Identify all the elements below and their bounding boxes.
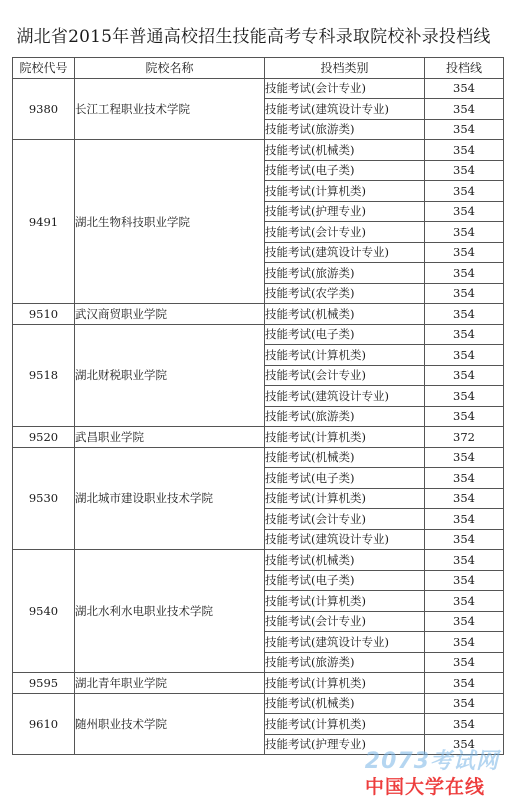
score-cell: 354 (425, 386, 504, 407)
score-cell: 354 (425, 468, 504, 489)
score-cell: 354 (425, 447, 504, 468)
category-cell: 技能考试(建筑设计专业) (265, 386, 425, 407)
school-code-cell: 9520 (13, 427, 75, 448)
category-cell: 技能考试(农学类) (265, 283, 425, 304)
score-cell: 354 (425, 160, 504, 181)
score-cell: 354 (425, 181, 504, 202)
score-cell: 354 (425, 324, 504, 345)
score-cell: 354 (425, 78, 504, 99)
category-cell: 技能考试(旅游类) (265, 119, 425, 140)
score-cell: 354 (425, 693, 504, 714)
school-code-cell: 9510 (13, 304, 75, 325)
score-cell: 354 (425, 591, 504, 612)
watermark-site-text: 2073考试网 (364, 749, 499, 774)
category-cell: 技能考试(计算机类) (265, 488, 425, 509)
category-cell: 技能考试(机械类) (265, 550, 425, 571)
score-cell: 354 (425, 283, 504, 304)
score-cell: 354 (425, 488, 504, 509)
table-row (13, 550, 504, 571)
category-cell: 技能考试(计算机类) (265, 714, 425, 735)
category-cell: 技能考试(会计专业) (265, 611, 425, 632)
category-cell: 技能考试(计算机类) (265, 181, 425, 202)
table-row (13, 140, 504, 161)
score-cell: 354 (425, 509, 504, 530)
table-body (13, 78, 504, 755)
table-row (13, 447, 504, 468)
score-cell: 354 (425, 119, 504, 140)
header-score: 投档线 (425, 58, 504, 79)
category-cell: 技能考试(机械类) (265, 447, 425, 468)
category-cell: 技能考试(电子类) (265, 468, 425, 489)
score-cell: 354 (425, 222, 504, 243)
school-code-cell: 9518 (13, 324, 75, 427)
header-school-name: 院校名称 (75, 58, 265, 79)
category-cell: 技能考试(建筑设计专业) (265, 242, 425, 263)
score-cell: 354 (425, 304, 504, 325)
category-cell: 技能考试(护理专业) (265, 201, 425, 222)
category-cell: 技能考试(计算机类) (265, 345, 425, 366)
school-name-cell: 武昌职业学院 (75, 427, 265, 448)
category-cell: 技能考试(建筑设计专业) (265, 99, 425, 120)
score-cell: 354 (425, 140, 504, 161)
category-cell: 技能考试(旅游类) (265, 263, 425, 284)
category-cell: 技能考试(计算机类) (265, 427, 425, 448)
score-cell: 354 (425, 242, 504, 263)
category-cell: 技能考试(会计专业) (265, 78, 425, 99)
school-code-cell: 9491 (13, 140, 75, 304)
category-cell: 技能考试(建筑设计专业) (265, 632, 425, 653)
school-name-cell: 湖北财税职业学院 (75, 324, 265, 427)
category-cell: 技能考试(会计专业) (265, 365, 425, 386)
category-cell: 技能考试(电子类) (265, 324, 425, 345)
score-cell: 354 (425, 611, 504, 632)
category-cell: 技能考试(机械类) (265, 304, 425, 325)
school-code-cell: 9595 (13, 673, 75, 694)
table-row (13, 304, 504, 325)
score-cell: 354 (425, 734, 504, 755)
school-code-cell: 9610 (13, 693, 75, 755)
category-cell: 技能考试(旅游类) (265, 652, 425, 673)
category-cell: 技能考试(电子类) (265, 160, 425, 181)
header-category: 投档类别 (265, 58, 425, 79)
table-row (13, 673, 504, 694)
school-code-cell: 9380 (13, 78, 75, 140)
score-cell: 354 (425, 201, 504, 222)
score-cell: 354 (425, 632, 504, 653)
score-cell: 354 (425, 263, 504, 284)
score-cell: 354 (425, 99, 504, 120)
school-code-cell: 9530 (13, 447, 75, 550)
category-cell: 技能考试(机械类) (265, 693, 425, 714)
table-row (13, 324, 504, 345)
school-code-cell: 9540 (13, 550, 75, 673)
score-cell: 354 (425, 714, 504, 735)
score-cell: 354 (425, 652, 504, 673)
page-title: 湖北省2015年普通高校招生技能高考专科录取院校补录投档线 (16, 27, 491, 47)
header-school-code: 院校代号 (13, 58, 75, 79)
table-row (13, 427, 504, 448)
category-cell: 技能考试(护理专业) (265, 734, 425, 755)
score-cell: 354 (425, 365, 504, 386)
score-cell: 354 (425, 550, 504, 571)
table-row (13, 78, 504, 99)
school-name-cell: 湖北青年职业学院 (75, 673, 265, 694)
watermark-brand-text: 中国大学在线 (365, 776, 486, 798)
category-cell: 技能考试(计算机类) (265, 591, 425, 612)
admission-score-table (12, 57, 504, 755)
school-name-cell: 长江工程职业技术学院 (75, 78, 265, 140)
category-cell: 技能考试(计算机类) (265, 673, 425, 694)
category-cell: 技能考试(机械类) (265, 140, 425, 161)
score-cell: 354 (425, 673, 504, 694)
school-name-cell: 湖北生物科技职业学院 (75, 140, 265, 304)
school-name-cell: 武汉商贸职业学院 (75, 304, 265, 325)
category-cell: 技能考试(会计专业) (265, 509, 425, 530)
table-header-row (13, 58, 504, 79)
score-cell: 354 (425, 570, 504, 591)
table-row (13, 693, 504, 714)
school-name-cell: 湖北城市建设职业技术学院 (75, 447, 265, 550)
school-name-cell: 随州职业技术学院 (75, 693, 265, 755)
category-cell: 技能考试(建筑设计专业) (265, 529, 425, 550)
score-cell: 354 (425, 529, 504, 550)
category-cell: 技能考试(旅游类) (265, 406, 425, 427)
category-cell: 技能考试(会计专业) (265, 222, 425, 243)
score-cell: 354 (425, 345, 504, 366)
category-cell: 技能考试(电子类) (265, 570, 425, 591)
score-cell: 354 (425, 406, 504, 427)
school-name-cell: 湖北水利水电职业技术学院 (75, 550, 265, 673)
score-cell: 372 (425, 427, 504, 448)
